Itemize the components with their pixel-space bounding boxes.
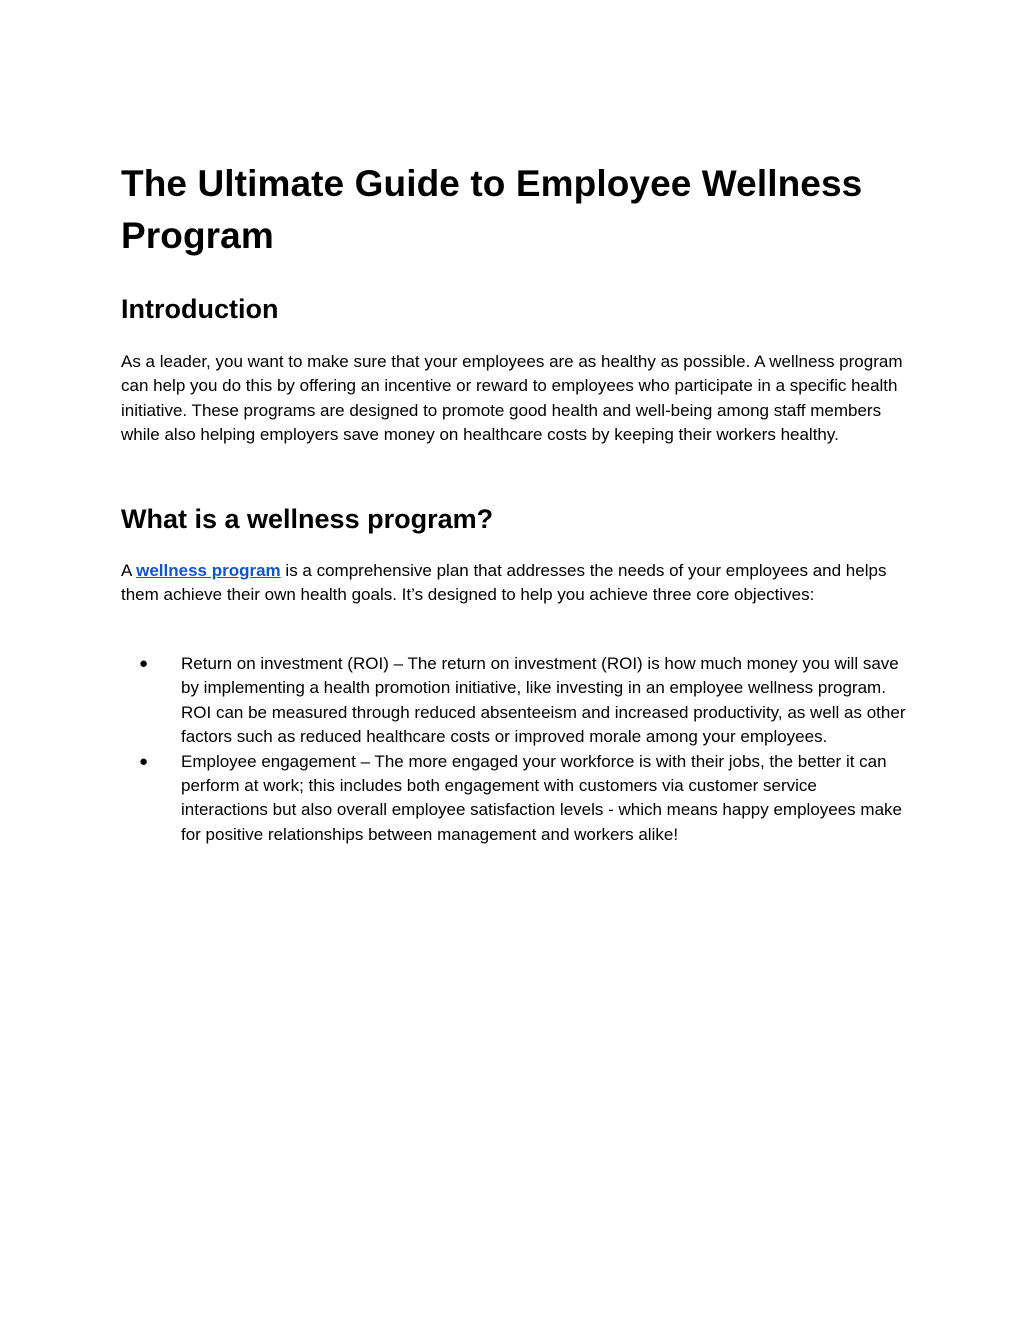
what-is-paragraph (121, 559, 907, 608)
document-title: The Ultimate Guide to Employee Wellness Program (121, 163, 863, 256)
bullet-icon: ● (139, 655, 149, 672)
objectives-list (121, 652, 907, 847)
bullet-icon: ● (139, 752, 149, 770)
section-heading-introduction: Introduction (121, 294, 279, 324)
paragraph-suffix: is a comprehensive plan that addresses the needs of your employees and helps them achieve their own health goals. It’s designed to help you achieve three core objectives: (121, 561, 887, 605)
section-heading-what-is: What is a wellness program? (121, 504, 494, 534)
wellness-program-link[interactable]: wellness program (136, 561, 281, 580)
paragraph-prefix: A (121, 561, 137, 580)
introduction-paragraph: As a leader, you want to make sure that your employees are as healthy as possible. A wellness program can help you do this by offering an incentive or reward to employees who participate in a specific health initiative. These programs are designed to promote good health and well-being among staff members while also helping employers save money on healthcare costs by keeping their workers healthy. (121, 352, 903, 445)
list-item-engagement (121, 750, 907, 848)
list-item-roi (121, 652, 907, 750)
list-item-text: Employee engagement – The more engaged your workforce is with their jobs, the better it can perform at work; this includes both engagement with customers via customer service interactions but also overall employee satisfaction levels - which means happy employees make for positive relationships between management and workers alike! (181, 751, 902, 844)
list-item-text: Return on investment (ROI) – The return on investment (ROI) is how much money you will save by implementing a health promotion initiative, like investing in an employee wellness program. ROI can be measured through reduced absenteeism and increased productivity, as well as other factors such as reduced healthcare costs or improved morale among your employees. (181, 654, 906, 747)
